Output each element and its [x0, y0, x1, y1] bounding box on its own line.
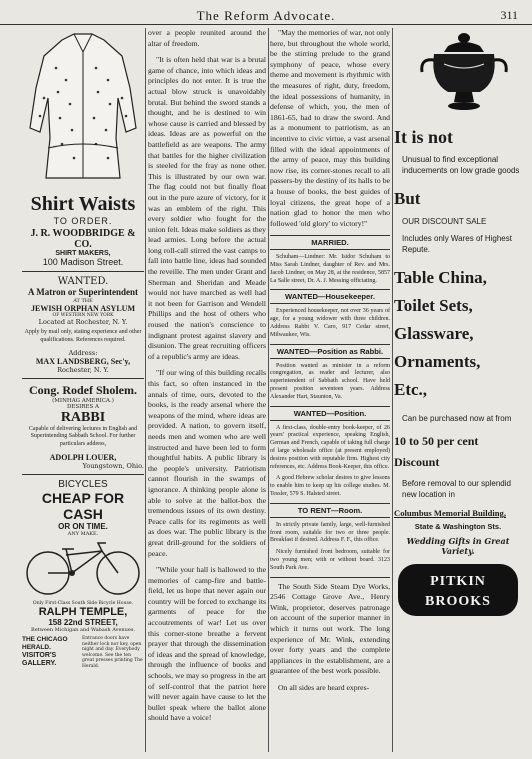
ad-text: GALLERY.	[22, 659, 57, 667]
shirt-waist-illustration	[22, 28, 144, 188]
ad-headline: BICYCLES	[58, 478, 108, 490]
column-rule	[145, 28, 146, 752]
ad-text: OF WESTERN NEW YORK	[52, 313, 114, 318]
ad-headline: THE CHICAGO HERALD.	[22, 635, 68, 651]
bicycle-illustration	[22, 537, 144, 597]
ad-text: A Matron or Superintendent	[28, 287, 138, 297]
article-column-2	[148, 28, 266, 730]
ad-headline: Etc.,	[394, 380, 428, 399]
ad-divider	[22, 378, 144, 379]
urn-illustration	[394, 28, 522, 116]
ad-text: SHIRT MAKERS,	[55, 250, 111, 257]
shirt-waist-ad	[22, 28, 144, 267]
ad-headline: It is not	[394, 127, 454, 147]
ad-firm-name: J. R. WOODBRIDGE & CO.	[30, 228, 136, 250]
article-paragraph: On all sides are heard expres-	[278, 682, 370, 692]
ad-text: Wedding Gifts in Great Variety.	[406, 536, 510, 556]
ad-text: OUR DISCOUNT SALE	[402, 217, 487, 226]
ad-text: Capable of delivering lectures in English and Superintending Sabbath School. For further particulars address,	[28, 425, 138, 448]
ad-headline: Shirt Waists	[30, 193, 136, 215]
ad-text: Apply by mail only, stating experience and other qualifications. References required.	[24, 329, 142, 343]
ad-headline: Ornaments,	[394, 352, 481, 371]
ad-text: Address:	[68, 348, 98, 357]
ad-headline: 10 to 50 per cent	[394, 434, 479, 448]
rabbi-wanted-ad	[22, 383, 144, 470]
ad-address: State & Washington Sts.	[414, 522, 502, 531]
herald-title-block	[22, 636, 82, 668]
article-paragraph: "May the memories of war, not only here, but throughout the whole world, be the stirring prelude to the grand symphony of peace, whose every theme and movement is rhythmic with the measures of right, duty, freedom, the ideal possessions of humanity, in defense of which, you, the men of 1861-65, had to draw the sword. And as a monument to patriotism, as an incentive to civic virtue, a vast arsenal filled with the ideal appointments of the army of peace, may this building now rise, its corner-stones recall to all passers-by the destiny of its halls to be a house of books, the best guides of loyal citizens, the great hope of a nation glad to honor the men who followed 'old glory' to victory!"	[270, 28, 390, 228]
ad-firm-name: RALPH TEMPLE,	[38, 605, 128, 618]
ads-column-left	[22, 28, 144, 670]
classified-heading: WANTED—Housekeeper.	[270, 289, 390, 304]
ad-text: OR ON TIME.	[58, 521, 108, 531]
publication-title: The Reform Advocate.	[196, 8, 336, 23]
ad-divider	[270, 577, 390, 578]
classified-text: In strictly private family, large, well-furnished front room, suitable for two or three people. Breakfast if desired. Address F. F., this office.	[270, 521, 390, 544]
ad-headline: WANTED.	[57, 276, 109, 287]
ad-text: JEWISH ORPHAN ASYLUM	[30, 304, 135, 313]
ad-text: Can be purchased now at from	[402, 414, 512, 423]
ad-firm-name: ADOLPH LOUER,	[49, 452, 117, 462]
matron-wanted-ad	[22, 276, 144, 374]
classified-text: Nicely furnished front bedroom, suitable for two young men; with or without board. 3123 South Park Ave.	[270, 549, 390, 571]
ad-text: RABBI	[60, 409, 106, 425]
article-column-3	[270, 28, 390, 700]
ad-firm-name: MAX LANDSBERG, Sec'y,	[35, 356, 131, 366]
ad-text: DESIRES A	[66, 403, 99, 410]
ad-headline: But	[394, 189, 421, 208]
ad-text: Located at Rochester, N. Y.	[38, 318, 128, 326]
ad-divider	[22, 474, 144, 475]
column-rule	[268, 28, 269, 752]
ad-address: 158 22nd STREET,	[48, 617, 118, 627]
pitkin-brooks-logo	[398, 564, 518, 616]
ad-text: Includes only Wares of Highest Repute.	[402, 234, 512, 254]
ad-text: (MINHAG AMERICA.)	[52, 397, 114, 404]
classified-text: A first-class, double-entry book-keeper, of 26 years' practical experience, speaking English, German and French, capable of taking full charge of large wholesale office (at present employed) desires position with reputable firm. Highest city references, etc. Address Book-Keeper, this office.	[270, 424, 390, 470]
ad-text: VISITOR'S	[22, 651, 57, 659]
ad-headline: Glassware,	[394, 324, 474, 343]
ad-text: Only First-Class South Side Bicycle House.	[32, 600, 134, 606]
ad-text: Entrance doors have neither lock nor key, open night and day. Everybody welcome. See the ten great presses printing The Herald.	[82, 635, 143, 669]
ad-text: Between Michigan and Wabash Avenues.	[31, 626, 135, 633]
page-header	[0, 6, 532, 25]
ad-headline: Table China,	[394, 268, 487, 287]
ad-address: 100 Madison Street.	[42, 257, 124, 267]
ad-headline: Cong. Rodef Sholem.	[28, 382, 137, 397]
classified-text: Experienced housekeeper, not over 36 years of age, for a young widower with three children. Address Rabbi V. Caro, 917 Cedar street, Milwaukee, Wis.	[270, 308, 390, 338]
classified-heading: MARRIED.	[270, 235, 390, 250]
herald-ad	[22, 636, 144, 670]
ad-headline: Toilet Sets,	[394, 296, 473, 315]
pitkin-brooks-ad	[394, 28, 522, 616]
article-paragraph: over a people reunited around the altar of freedom.	[148, 28, 266, 48]
ad-text: Unusual to find exceptional inducements on low grade goods	[402, 155, 520, 175]
logo-text: PITKIN BROOKS	[425, 574, 491, 609]
classified-heading: WANTED—Position as Rabbi.	[270, 344, 390, 359]
article-paragraph: "It is often held that war is a brutal game of chance, into which ideas and principles do not enter. It is true the actual blow struck is unavoidably brutal. But behind the sword stands a thought, and he is destined to win whose cause is carried and blessed by ideas. Ideas are as powerful on the battlefield as are weapons. The army that battles for the higher civilization is steeled for the fray as none other. This is illustrated by our own war. The flag could not but finally float out in the pure azure of victory, for it was an emblem of the right. This every soldier who fought for the union felt. Ideas make soldiers as they lead armies. Long before the actual long roll-call stirred the vast camps to fall into battle line, ideas had sounded the reveille. The men under Grant and Sherman and Sheridan and Meade would not have marched as well had it not been for Garrison and Wendell Phillips and the host of others who roused the nation's conscience to indignant protest against slavery and disunion. The great recruiting officers of a republic's army are ideas.	[148, 55, 266, 361]
ad-text: Columbus Memorial Building,	[394, 508, 506, 518]
column-rule	[392, 28, 393, 752]
bicycle-ad	[22, 479, 144, 633]
classified-text: Schuham—Lindner: Mr. Isidor Schuham to Miss Sarah Lindner, daughter of Rev. and Mrs. Jacob Lindner, on May 28, at the residence, 5857 La Salle street, Dr. A. J. Messing officiating.	[270, 254, 390, 284]
ad-address: Youngstown, Ohio.	[82, 461, 144, 470]
classified-heading: TO RENT—Room.	[270, 503, 390, 518]
article-paragraph: "While your hall is hallowed to the memories of camp-fire and battle-field, let us hope that never again our country will be forced to exchange its garments of peace for the accoutrements of war! Let us over this corner-stone breathe a fervent prayer that through the dissemination of ideas and the spread of knowledge, through the influence of books and schools, we may so progress in the art of self-control that the patriot here will never again have cause to let the bullet speak where the ballot alone should have a voice!	[148, 565, 266, 723]
article-paragraph: "If our wing of this building recalls this fact, so often instanced in the annals of time, ours, devoted to the books, is the ready arsenal where the weapons of the mind, where ideas are provided. A nation, to govern itself, needs men and women who are well instructed and have been led to form thoughtful habits. A public library is the people's university. Patriotism cannot flourish in the swamps of ignorance. A thinking people alone is able to solve at the ballot-box the tremendous issues of its own destiny. Peace calls for its regiments as well as does war. The public library is the great drill-ground for the soldiers of peace.	[148, 368, 266, 558]
classified-text: Position wanted as minister in a reform congregation, as reader and lecturer, also superintendent of Sabbath school. Have held present position seventeen years. Address Alexander Hart, Staunton, Va.	[270, 362, 390, 400]
page-number: 311	[500, 8, 518, 22]
ad-text: Before removal to our splendid new location in	[402, 479, 511, 499]
ad-subline: TO ORDER.	[53, 216, 113, 226]
ad-text: CHEAP FOR CASH	[41, 489, 125, 522]
ad-text: ANY MAKE.	[67, 530, 99, 537]
article-paragraph: The South Side Steam Dye Works, 2546 Cottage Grove Ave., Henry Wink, proprietor, deserves patronage on account of the superior manner in which it turns out work. The long experience of Mr. Wink, extending over forty years and the complete appliances in the establishment, are a guarantee of the best work possible.	[270, 581, 390, 676]
ad-text: AT THE	[73, 298, 93, 304]
classified-heading: WANTED—Position.	[270, 406, 390, 421]
classified-text: A good Hebrew scholar desires to give lessons to enable him to keep up his college studies. M. Tessler, 579 S. Halsted street.	[270, 475, 390, 498]
ad-divider	[22, 271, 144, 272]
ad-headline: Discount	[394, 455, 440, 469]
ad-address: Rochester, N. Y.	[57, 365, 109, 374]
